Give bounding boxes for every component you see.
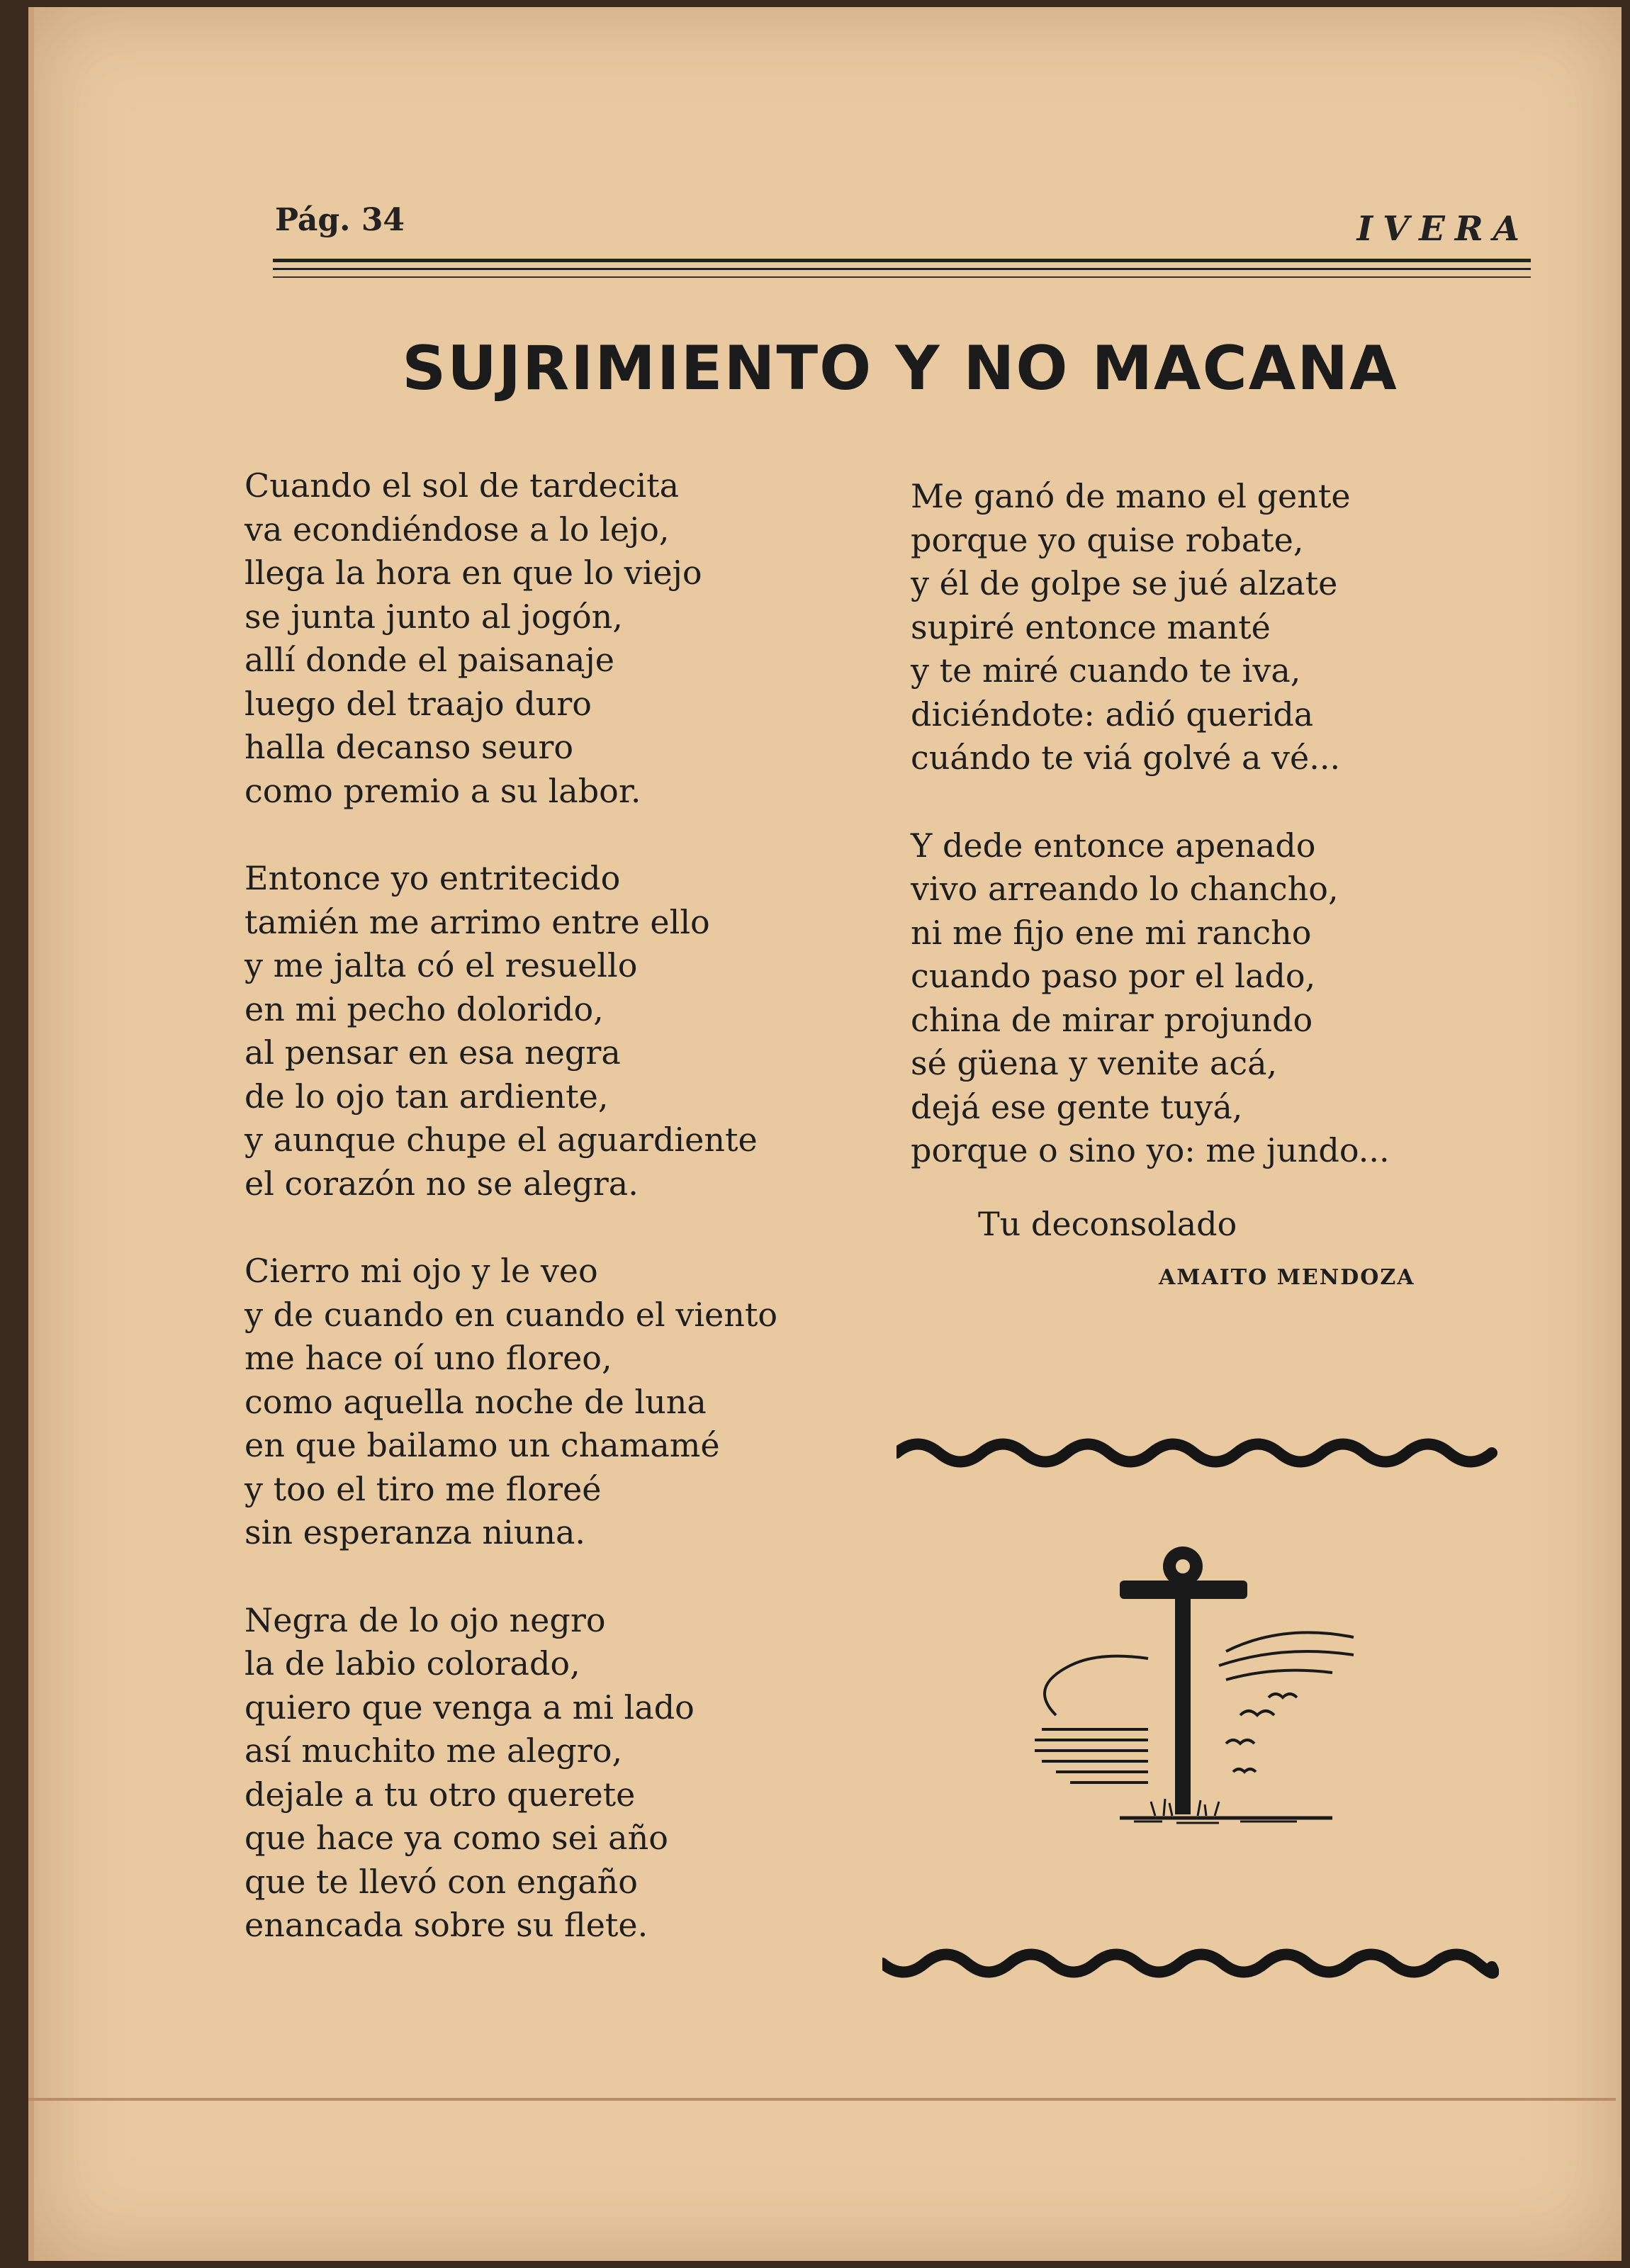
poem-line: china de mirar projundo <box>911 1000 1313 1039</box>
anchor-icon <box>1013 1538 1375 1843</box>
poem-line: enancada sobre su flete. <box>244 1906 648 1944</box>
poem-line: se junta junto al jogón, <box>244 597 623 636</box>
poem-title: SUJRIMIENTO Y NO MACANA <box>402 333 1398 404</box>
stanza <box>911 824 1513 1173</box>
poem-line: de lo ojo tan ardiente, <box>244 1077 609 1116</box>
poem-line: dejá ese gente tuyá, <box>911 1087 1243 1126</box>
poem-line: va econdiéndose a lo lejo, <box>244 510 670 549</box>
stanza <box>244 1250 882 1555</box>
poem-line: Cierro mi ojo y le veo <box>244 1252 598 1290</box>
poem-line: sé güena y venite acá, <box>911 1044 1278 1082</box>
stanza <box>911 475 1513 780</box>
poem-line: ni me fijo ene mi rancho <box>911 913 1312 952</box>
poem-line: como premio a su labor. <box>244 771 641 810</box>
poem-line: cuándo te viá golvé a vé... <box>911 739 1341 777</box>
poem-line: y de cuando en cuando el viento <box>244 1295 778 1334</box>
poem-line: como aquella noche de luna <box>244 1382 707 1421</box>
poem-line: el corazón no se alegra. <box>244 1164 639 1203</box>
poem-left-column <box>244 464 882 1992</box>
poem-line: vivo arreando lo chancho, <box>911 870 1339 908</box>
poem-line: y aunque chupe el aguardiente <box>244 1121 758 1159</box>
poem-author: AMAITO MENDOZA <box>1159 1265 1415 1290</box>
wave-ornament-top <box>896 1425 1499 1474</box>
poem-line: dejale a tu otro querete <box>244 1775 636 1814</box>
poem-line: luego del traajo duro <box>244 684 592 723</box>
stanza <box>244 857 882 1206</box>
page-edge <box>28 2098 1616 2122</box>
poem-line: Entonce yo entritecido <box>244 859 621 897</box>
poem-line: quiero que venga a mi lado <box>244 1688 695 1727</box>
poem-line: y él de golpe se jué alzate <box>911 564 1338 602</box>
magazine-name: IVERA <box>1356 209 1529 249</box>
poem-line: cuando paso por el lado, <box>911 957 1316 995</box>
poem-line: sin esperanza niuna. <box>244 1513 586 1551</box>
wave-ornament-bottom <box>882 1942 1499 1992</box>
poem-line: al pensar en esa negra <box>244 1033 621 1072</box>
poem-right-column <box>911 475 1513 1217</box>
poem-line: Negra de lo ojo negro <box>244 1600 606 1639</box>
stanza <box>244 1599 882 1948</box>
poem-line: porque yo quise robate, <box>911 520 1304 559</box>
poem-line: llega la hora en que lo viejo <box>244 554 702 592</box>
poem-line: supiré entonce manté <box>911 607 1271 646</box>
stanza <box>244 464 882 813</box>
poem-line: halla decanso seuro <box>244 728 574 766</box>
poem-line: y too el tiro me floreé <box>244 1469 602 1508</box>
header-rule <box>273 268 1531 270</box>
poem-line: que hace ya como sei año <box>244 1819 668 1857</box>
poem-line: y me jalta có el resuello <box>244 946 638 984</box>
poem-line: así muchito me alegro, <box>244 1731 623 1770</box>
poem-line: porque o sino yo: me jundo... <box>911 1131 1390 1169</box>
poem-line: Cuando el sol de tardecita <box>244 466 680 505</box>
poem-signoff: Tu deconsolado <box>978 1205 1237 1243</box>
poem-line: tamién me arrimo entre ello <box>244 902 710 941</box>
page-number: Pág. 34 <box>275 202 405 238</box>
header-rule <box>273 259 1531 262</box>
poem-line: Me ganó de mano el gente <box>911 477 1351 515</box>
poem-line: y te miré cuando te iva, <box>911 651 1301 690</box>
page-header <box>275 202 1529 259</box>
poem-line: en que bailamo un chamamé <box>244 1426 720 1464</box>
header-rule <box>273 276 1531 278</box>
poem-line: me hace oí uno floreo, <box>244 1339 612 1377</box>
poem-line: Y dede entonce apenado <box>911 826 1316 865</box>
poem-line: en mi pecho dolorido, <box>244 989 604 1028</box>
poem-line: allí donde el paisanaje <box>244 641 614 679</box>
poem-line: diciéndote: adió querida <box>911 695 1314 734</box>
poem-line: la de labio colorado, <box>244 1644 580 1683</box>
poem-line: que te llevó con engaño <box>244 1862 638 1901</box>
